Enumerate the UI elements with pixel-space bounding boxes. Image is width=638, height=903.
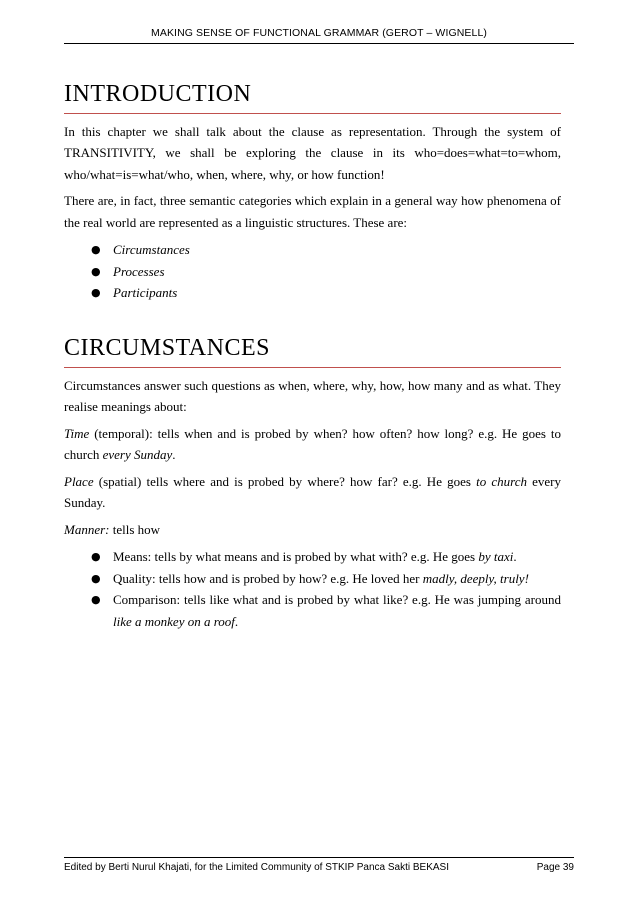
place-text: (spatial) tells where and is probed by where? how far? e.g. He goes xyxy=(93,473,477,489)
time-example: every Sunday xyxy=(102,447,173,463)
header-rule xyxy=(64,43,574,44)
list-item xyxy=(91,261,561,283)
list-item xyxy=(91,239,561,261)
means-end: . xyxy=(513,549,517,565)
place-paragraph xyxy=(64,471,561,514)
manner-list xyxy=(64,546,561,632)
introduction-heading: INTRODUCTION xyxy=(64,81,252,107)
time-term: Time xyxy=(64,425,90,441)
footer-credit: Edited by Berti Nurul Khajati, for the Limited Community of STKIP Panca Sakti BEKASI xyxy=(64,862,449,873)
place-end: every Sunday. xyxy=(64,473,562,511)
time-paragraph xyxy=(64,423,561,466)
circumstances-paragraph: Circumstances answer such questions as when, where, why, how, how many and as what. They realise meanings about: xyxy=(64,377,561,415)
means-text: Means: tells by what means and is probed by what with? e.g. He goes xyxy=(113,549,479,565)
manner-paragraph xyxy=(64,519,561,541)
circumstances-heading-rule xyxy=(64,367,561,368)
list-item xyxy=(91,546,561,568)
comparison-end: . xyxy=(234,613,239,629)
list-item xyxy=(91,568,561,590)
manner-text: tells how xyxy=(109,521,161,537)
comparison-example: like a monkey on a roof xyxy=(113,613,235,629)
semantic-categories-list xyxy=(64,239,561,304)
bullet-icon: ● xyxy=(91,264,101,278)
comparison-text: Comparison: tells like what and is probed by what like? e.g. He was jumping around xyxy=(113,592,561,608)
quality-example: madly, deeply, truly! xyxy=(422,570,529,586)
quality-text: Quality: tells how and is probed by how? e.g. He loved her xyxy=(113,570,423,586)
page-number: Page 39 xyxy=(536,862,574,873)
bullet-icon: ● xyxy=(91,550,101,564)
place-term: Place xyxy=(64,473,94,489)
running-header: MAKING SENSE OF FUNCTIONAL GRAMMAR (GEROT – WIGNELL) xyxy=(151,27,487,39)
introduction-heading-rule xyxy=(64,113,561,114)
footer-rule xyxy=(64,857,574,858)
list-item-label: Processes xyxy=(113,263,165,279)
list-item xyxy=(91,589,561,632)
list-item-label: Circumstances xyxy=(113,242,190,258)
bullet-icon: ● xyxy=(91,243,101,257)
time-end: . xyxy=(172,447,176,463)
bullet-icon: ● xyxy=(91,571,101,585)
means-example: by taxi xyxy=(478,549,514,565)
list-item xyxy=(91,282,561,304)
bullet-icon: ● xyxy=(91,286,101,300)
time-text: (temporal): tells when and is probed by when? how often? how long? e.g. He goes to church xyxy=(64,425,561,463)
running-footer xyxy=(64,862,574,873)
intro-paragraph-2: There are, in fact, three semantic categories which explain in a general way how phenomena of the real world are represented as a linguistic structures. These are: xyxy=(64,193,561,230)
page-content xyxy=(64,68,561,632)
manner-term: Manner: xyxy=(64,521,110,537)
bullet-icon: ● xyxy=(91,593,101,607)
place-example: to church xyxy=(476,473,527,489)
intro-paragraph-1: In this chapter we shall talk about the clause as representation. Through the system of TRANSITIVITY, we shall be exploring the clause in its who=does=what=to=whom, who/what=is=what/who, when, where, why, or how function! xyxy=(64,123,561,182)
circumstances-heading: CIRCUMSTANCES xyxy=(64,334,270,361)
list-item-label: Participants xyxy=(113,285,178,301)
